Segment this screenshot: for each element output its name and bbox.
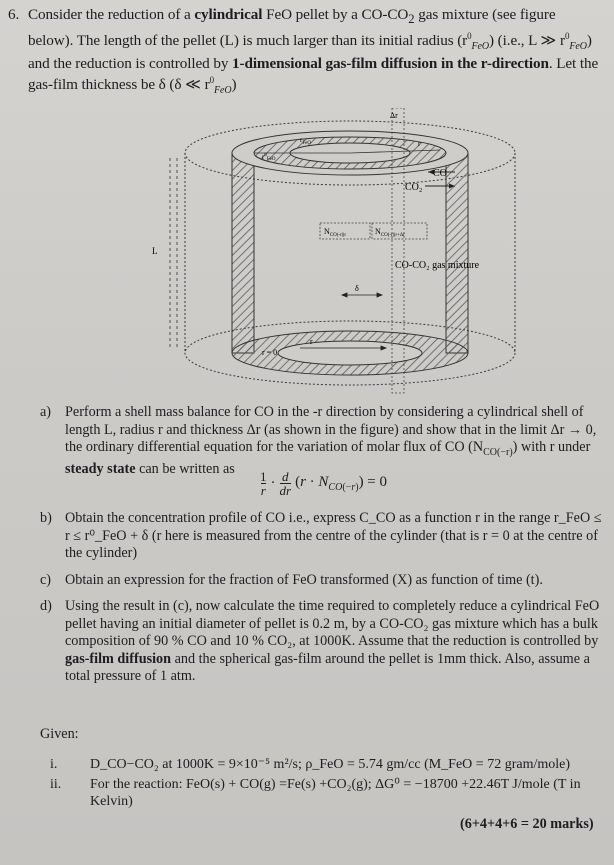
intro-sup: 0 [209,75,214,86]
r-feo-label: $r_{FeO}$ [300,136,311,146]
frac-1-over-r: 1 r [260,469,267,498]
part-d-text [65,598,605,686]
given-i-label: i. [50,757,58,772]
intro-bold-direction: in the r-direction [437,55,549,73]
frac-d-dr: d dr [279,469,292,498]
intro-bold-diffusion: 1-dimensional gas-film diffusion [232,55,438,73]
part-d-text-1: Using the result in (c), now calculate the time required to completely reduce a cylindrical FeO pellet having an initial diameter of pellet is 0.2 m, by a CO-CO₂ gas mixture which has a bulk composition of 90 % CO and 10 % CO₂, at 1000K. Assume that the reduction is controlled by [65,598,600,649]
intro-sub: FeO [471,41,490,53]
delta-arrow [342,293,382,297]
intro-text: . Let the gas-film thickness be δ (δ ≪ r [28,55,599,94]
given-i-text: D_CO−CO₂ at 1000K = 9×10⁻⁵ m²/s; ρ_FeO = 5.74 gm/cc (M_FeO = 72 gram/mole) [90,757,570,772]
part-d-label: d) [40,598,52,614]
question-text [28,6,603,99]
part-a-bold: steady state [65,461,136,478]
part-c-text: Obtain an expression for the fraction of FeO transformed (X) as function of time (t). [65,572,543,588]
intro-sub: FeO [569,41,587,53]
r-zero-label: r = 0 [262,348,278,357]
intro-sup: 0 [467,31,472,42]
inner-r-label: r [310,337,313,346]
intro-text: ) and the reduction is controlled by [28,32,592,73]
part-d-bold: gas-film diffusion [65,650,172,667]
part-c-label: c) [40,572,52,588]
part-a-label: a) [40,404,52,420]
length-label: L [152,246,158,256]
intro-sub: FeO [214,85,232,97]
intro-text: Consider the reduction of a [28,6,195,23]
cylinder-figure [150,108,590,398]
part-b-label: b) [40,510,52,526]
intro-bold-cylindrical: cylindrical [194,6,263,23]
part-a-text-3: can be written as [135,461,235,478]
svg-text:NCO(-r)|r: $N_{CO(-r)|r}$ [324,227,347,238]
intro-text: ) (i.e., L ≫ r [489,32,565,50]
part-b-text: Obtain the concentration profile of CO i.e., express C_CO as a function r in the range r_FeO ≤ r ≤ r⁰_FeO + δ (r here is measured from the centre of the cylinder (that is r = 0 at the centre of the cylinder) [65,510,602,561]
co-label: CO [433,168,447,179]
part-a-text-1: Perform a shell mass balance for CO in the -r direction by considering a cylindrical shell of length L, radius r and thickness Δr (as shown in the figure) and show that in the limit Δr → 0, the ordinary differential equation for the variation of molar flux of CO (N [65,404,597,455]
intro-text: FeO pellet by a CO-CO [262,6,409,23]
gas-mixture-label: CO-CO₂ gas mixture [395,260,480,271]
co2-arrow [425,184,455,189]
svg-text:NCO(-r)|r+Δr: $N_{CO(-r)|r+\Delta r}$ [375,227,405,238]
part-a-text [65,404,605,479]
delta-label: δ [355,284,359,293]
intro-sub: 2 [408,12,415,27]
part-a-sub: CO(−r) [483,446,513,458]
part-d-text-2: and the spherical gas-film around the pellet is 1mm thick. Also, assume a total pressure of 1 atm. [65,650,590,684]
length-dimension [170,158,177,348]
marks: (6+4+4+6 = 20 marks) [460,816,594,832]
r-label: r [418,140,421,148]
r0-feo-label: $r^0_{FeO}$ [262,153,276,162]
given-heading: Given: [40,726,79,742]
question-number: 6. [8,6,20,23]
given-ii-label: ii. [50,777,62,792]
equation-body: $(r \cdot N_{CO(-r)}) = 0$ [295,474,388,493]
intro-sup: 0 [564,31,570,42]
given-ii-text: For the reaction: FeO(s) + CO(g) =Fe(s) +CO₂(g); ΔG⁰ = −18700 +22.46T J/mole (T in Kelvin) [90,777,581,809]
equation: 1 r · d dr $(r \cdot N_{CO(-r)}) = 0$ [260,469,388,498]
part-a-text-2: ) with r under [512,439,591,455]
flux-box-right [372,223,427,239]
delta-r-label: Δr [390,111,398,120]
co2-label: CO₂ [405,182,423,193]
intro-text: ) [231,76,237,94]
intro-text: gas mixture (see figure below). The length of the pellet (L) is much larger than its initial radius (r [28,6,556,50]
flux-box-left [320,223,370,239]
